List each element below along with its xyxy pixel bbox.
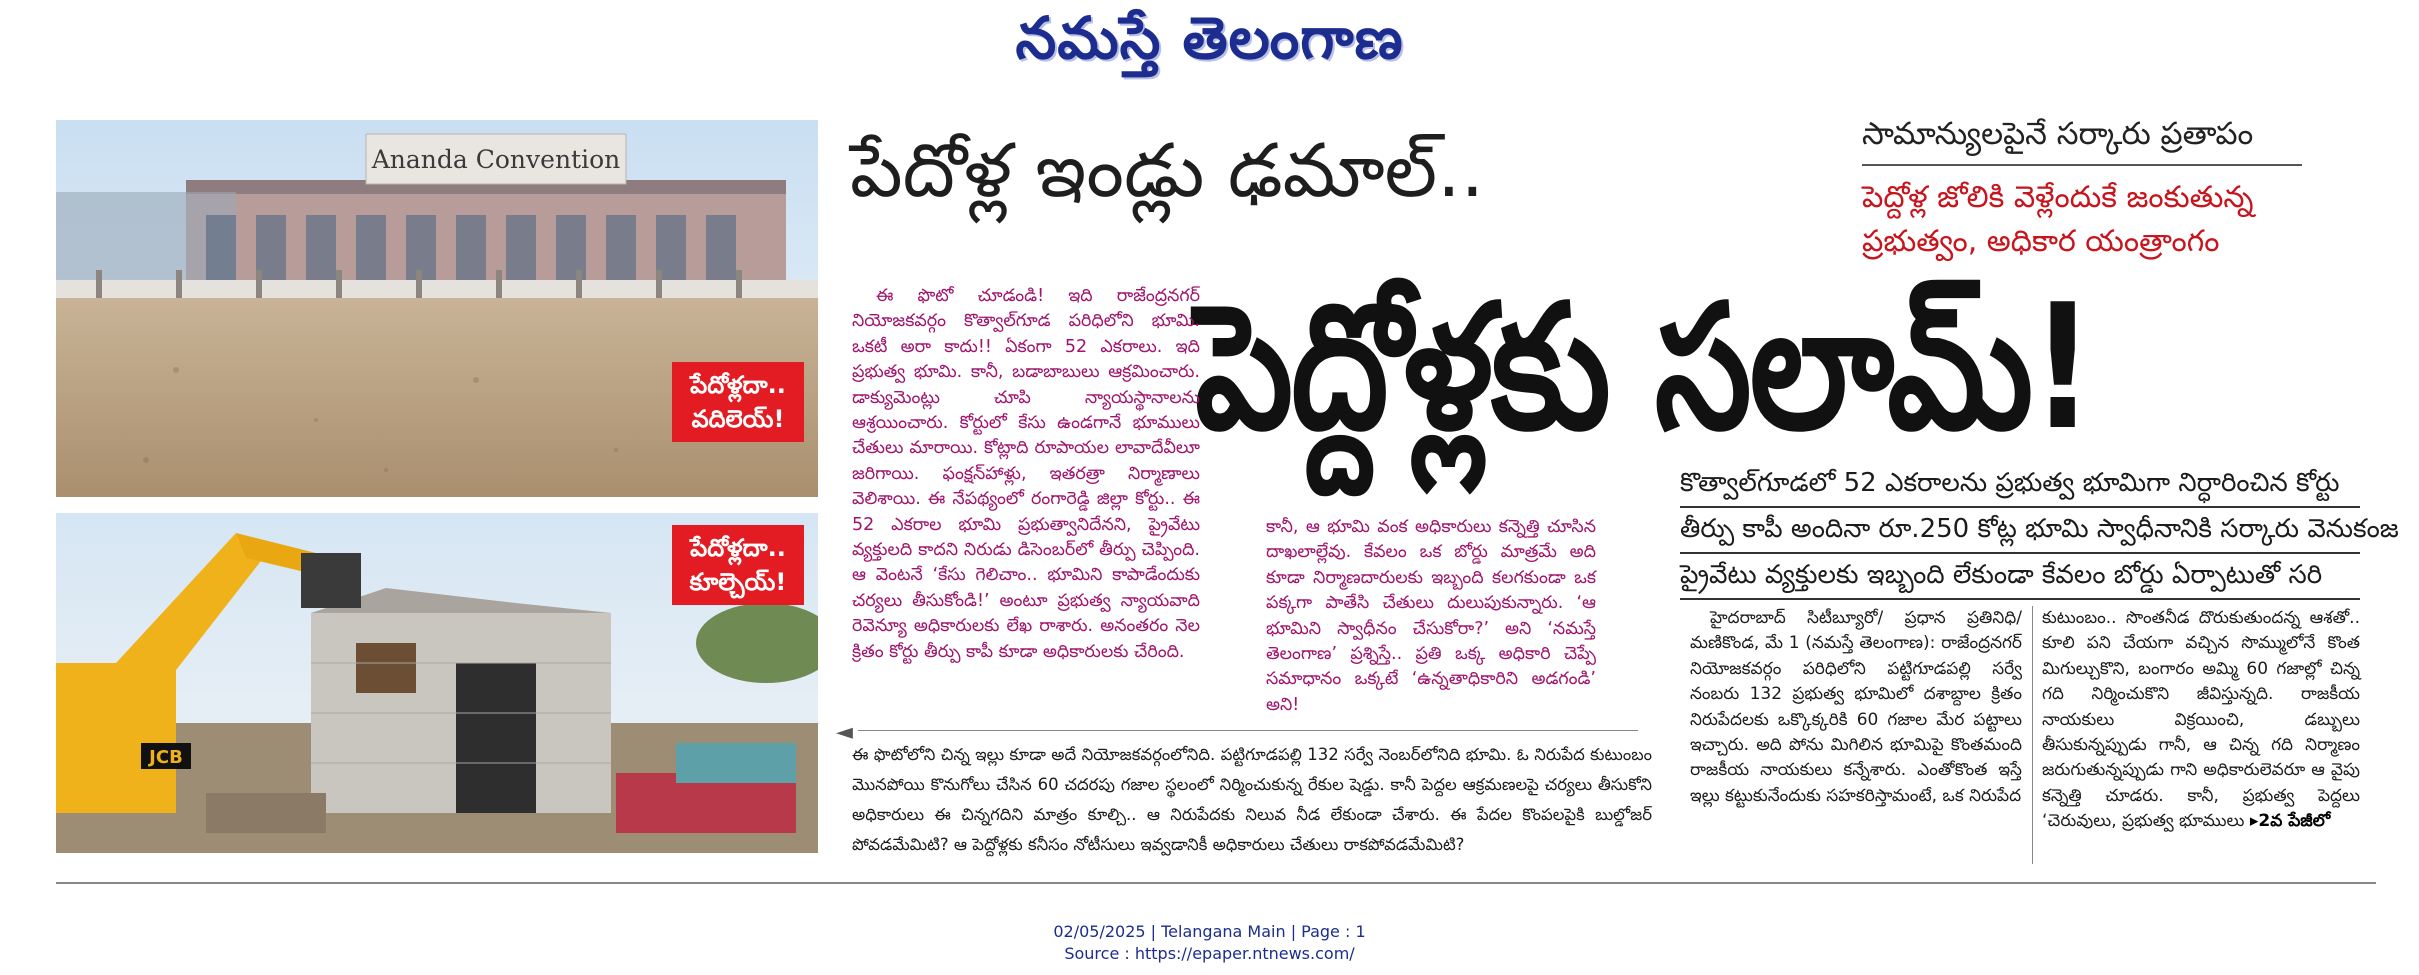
convention-sign-text: Ananda Convention [371, 145, 621, 174]
subheadline-2: తీర్పు కాపీ అందినా రూ.250 కోట్ల భూమి స్వాధీనానికి సర్కారు వెనుకంజ [1680, 514, 2399, 544]
main-headline: పెద్దోళ్లకు సలామ్! [1195, 267, 2093, 469]
subheadline-rule-3 [1680, 598, 2360, 600]
deck-line-2b: ప్రభుత్వం, అధికార యంత్రాంగం [1862, 224, 2220, 259]
subheadline-rule-1 [1680, 506, 2360, 508]
deck-line-2 [1862, 176, 2253, 264]
deck-rule [1862, 164, 2302, 166]
deck-line-1: సామాన్యులపైనే సర్కారు ప్రతాపం [1862, 116, 2254, 152]
masthead-logo: నమస్తే తెలంగాణ [1015, 4, 1404, 72]
story-column-4-text: కుటుంబం.. సొంతనీడ దొరుకుతుందన్న ఆశతో.. కూలి పని చేయగా వచ్చిన సొమ్ములోనే కొంత మిగుల్చుకొని, బంగారం అమ్మి 60 గజాల్లో చిన్న గది నిర్మించుకొని జీవిస్తున్నది. రాజకీయ నాయకులు విక్రయించి, డబ్బులు తీసుకున్నప్పుడు గానీ, ఆ చిన్న గది నిర్మాణం జరుగుతున్నప్పుడు గాని అధికారులెవరూ ఆ వైపు కన్నెత్తి చూడరు. కానీ, ప్రభుత్వ పెద్దలు ‘చెరువులు, ప్రభుత్వ భూములు [2042, 608, 2360, 832]
footer-date-page: 02/05/2025 | Telangana Main | Page : 1 [1053, 922, 1366, 941]
column-divider [2032, 606, 2033, 864]
photo-tag-spared: పేదోళ్లదా.. వదిలెయ్! [672, 362, 804, 442]
subheadline-3: ప్రైవేటు వ్యక్తులకు ఇబ్బంది లేకుండా కేవలం బోర్డు ఏర్పాటుతో సరి [1680, 560, 2323, 590]
continued-on-page-link[interactable]: ▸2వ పేజీలో [2249, 811, 2331, 832]
photo-tag-demolished: పేదోళ్లదా.. కూల్చెయ్! [672, 525, 804, 605]
caption-arrow-line [858, 730, 1638, 731]
photo-caption: ఈ ఫొటోలోని చిన్న ఇల్లు కూడా అదే నియోజకవర్గంలోనిది. పట్టిగూడపల్లి 132 సర్వే నెంబర్‌లోనిది భూమి. ఓ నిరుపేద కుటుంబం మొనపోయి కొనుగోలు చేసిన 60 చదరపు గజాల స్థలంలో నిర్మించుకున్న రేకుల షెడ్డు. కానీ పెద్దల ఆక్రమణలపై చర్యలు తీసుకోని అధికారులు ఈ చిన్నగదిని మాత్రం కూల్చి.. ఆ నిరుపేదకు నిలువ నీడ లేకుండా చేశారు. ఈ పేదల కొంపలపైకి బుల్డోజర్ పోవడమేమిటి? ఆ పెద్దోళ్లకు కనీసం నోటీసులు ఇవ్వడానికీ అధికారులు చేతులు రాకపోవడమేమిటి? [852, 745, 1652, 854]
story-column-2: కానీ, ఆ భూమి వంక అధికారులు కన్నెత్తి చూసిన దాఖలాల్లేవు. కేవలం ఒక బోర్డు మాత్రమే అది కూడా నిర్మాణదారులకు ఇబ్బంది కలగకుండా ఒక పక్కగా పాతేసి చేతులు దులుపుకున్నారు. ‘ఆ భూమిని స్వాధీనం చేసుకోరా?’ అని ‘నమస్తే తెలంగాణ’ ప్రశ్నిస్తే.. ప్రతి ఒక్క అధికారి చెప్పే సమాధానం ఒక్కటే ‘ఉన్నతాధికారిని అడగండి’ అని! [1266, 517, 1596, 715]
deck-line-2a: పెద్దోళ్ల జోలికి వెళ్లేందుకే జంకుతున్న [1862, 180, 2254, 215]
subheadline-1: కొత్వాల్‌గూడలో 52 ఎకరాలను ప్రభుత్వ భూమిగా నిర్ధారించిన కోర్టు [1680, 468, 2340, 498]
jcb-logo-text: JCB [149, 747, 183, 768]
caption-arrow-icon: ◄ [836, 720, 853, 745]
footer-rule [56, 882, 2376, 884]
kicker-headline: పేదోళ్ల ఇండ్లు ఢమాల్.. [850, 128, 1485, 214]
story-column-4 [2042, 606, 2360, 835]
story-column-1: ఈ ఫొటో చూడండి! ఇది రాజేంద్రనగర్ నియోజకవర్గం కొత్వాల్‌గూడ పరిధిలోని భూమి. ఒకటీ అరా కాదు!! ఏకంగా 52 ఎకరాలు. ఇది ప్రభుత్వ భూమి. కానీ, బడాబాబులు ఆక్రమించారు. డాక్యుమెంట్లు చూపి న్యాయస్థానాలను ఆశ్రయించారు. కోర్టులో కేసు ఉండగానే భూములు చేతులు మారాయి. కోట్లాది రూపాయల లావాదేవీలూ జరిగాయి. ఫంక్షన్‌హాళ్లు, ఇతరత్రా నిర్మాణాలు వెలిశాయి. ఈ నేపథ్యంలో రంగారెడ్డి జిల్లా కోర్టు.. ఈ 52 ఎకరాల భూమి ప్రభుత్వానిదేనని, ప్రైవేటు వ్యక్తులది కాదని నిరుడు డిసెంబర్‌లో తీర్పు చెప్పింది. ఆ వెంటనే ‘కేసు గెలిచాం.. భూమిని కాపాడేందుకు చర్యలు తీసుకోండి!’ అంటూ ప్రభుత్వ న్యాయవాది రెవెన్యూ అధికారులకు లేఖ రాశారు. అనంతరం నెల క్రితం కోర్టు తీర్పు కాపీ కూడా అధికారులకు చేరింది. [852, 286, 1200, 662]
story-column-3: హైదరాబాద్ సిటీబ్యూరో/ ప్రధాన ప్రతినిధి/ మణికొండ, మే 1 (నమస్తే తెలంగాణ): రాజేంద్రనగర్ నియోజకవర్గం పరిధిలోని పట్టిగూడపల్లి సర్వే నంబరు 132 ప్రభుత్వ భూమిలో దశాబ్దాల క్రితం నిరుపేదలకు ఒక్కొక్కరికి 60 గజాల మేర పట్టాలు ఇచ్చారు. అది పోను మిగిలిన భూమిపై కొంతమంది రాజకీయ నాయకులు కన్నేశారు. ఎంతోకొంత ఇస్తే ఇల్లు కట్టుకునేందుకు సహకరిస్తామంటే, ఒక నిరుపేద [1690, 608, 2022, 806]
subheadline-rule-2 [1680, 552, 2360, 554]
footer-source: Source : https://epaper.ntnews.com/ [1064, 944, 1355, 963]
